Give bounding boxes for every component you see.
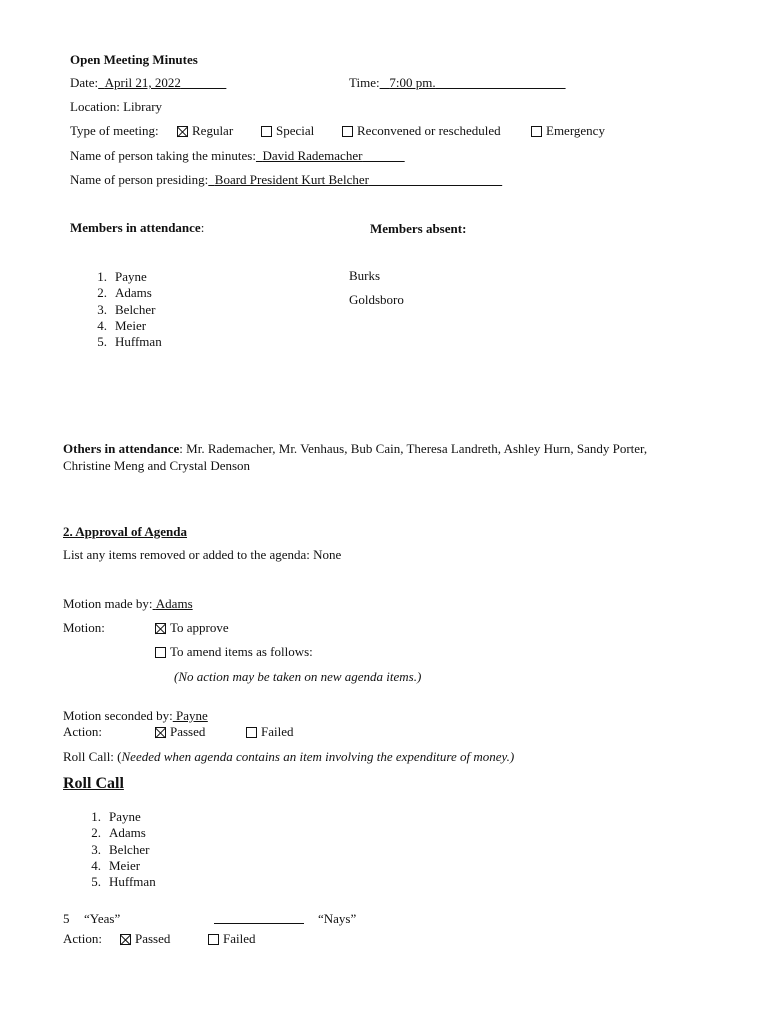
seconded-row: Motion seconded by: Payne [63,708,208,723]
special-checkbox[interactable] [261,126,272,137]
nays-label: “Nays” [318,911,357,926]
action-label: Action: [63,724,102,739]
list-item: 5. Huffman [91,874,156,890]
motion-made-by-row: Motion made by: Adams [63,596,193,611]
date-value: April 21, 2022 [104,75,181,90]
yeas-count: 5 [63,911,70,926]
members-absent-heading: Members absent: [370,221,467,236]
roll-call-list [79,809,156,890]
list-item: 4. Meier [97,317,147,333]
members-present-list [85,269,162,350]
others-attendance-cont: Christine Meng and Crystal Denson [63,458,251,473]
action-failed[interactable]: Failed [246,724,294,740]
nays-count-line [214,911,304,924]
roll-call-note: Roll Call: (Needed when agenda contains an item involving the expenditure of money.) [63,749,515,764]
roll-passed-checkbox[interactable] [120,934,131,945]
type-regular[interactable]: Regular [177,123,233,139]
presiding-label: Name of person presiding: [70,172,209,187]
minutes-taker-row [70,148,405,164]
yeas-label: “Yeas” [84,911,121,926]
members-attendance-heading: Members in attendance: [70,220,205,235]
time-row [349,75,566,91]
list-item: 3. Belcher [91,841,150,857]
date-row [70,75,226,91]
option-to-approve[interactable]: To approve [155,620,229,636]
type-emergency[interactable]: Emergency [531,123,605,139]
option-to-amend[interactable]: To amend items as follows: [155,644,313,660]
date-label: Date: [70,75,99,90]
list-item: 2. Adams [97,285,152,301]
motion-made-by-value: Adams [155,596,193,611]
action-passed[interactable]: Passed [155,724,205,740]
time-label: Time: [349,75,380,90]
amend-checkbox[interactable] [155,647,166,658]
list-item: 3. Belcher [97,301,156,317]
regular-checkbox[interactable] [177,126,188,137]
emergency-checkbox[interactable] [531,126,542,137]
list-item: 1. Payne [91,809,141,824]
roll-failed-checkbox[interactable] [208,934,219,945]
agenda-heading: 2. Approval of Agenda [63,524,188,539]
list-item: 4. Meier [91,857,141,873]
list-item: 1. Payne [97,269,147,284]
type-special[interactable]: Special [261,123,314,139]
motion-label: Motion: [63,620,105,635]
agenda-items-changed: List any items removed or added to the agenda: None [63,547,342,562]
list-item: 2. Adams [91,825,146,841]
roll-action-failed[interactable]: Failed [208,931,256,947]
nays-blank [214,911,304,928]
absent-member: Goldsboro [349,292,404,307]
absent-member: Burks [349,268,381,283]
presiding-row [70,172,502,188]
others-attendance: Others in attendance: Mr. Rademacher, Mr. Venhaus, Bub Cain, Theresa Landreth, Ashley Hurn, Sandy Porter, [63,441,648,456]
approve-checkbox[interactable] [155,623,166,634]
roll-action-passed[interactable]: Passed [120,931,170,947]
type-reconvened[interactable]: Reconvened or rescheduled [342,123,501,139]
reconvened-checkbox[interactable] [342,126,353,137]
roll-call-heading: Roll Call [63,775,124,792]
agenda-note: (No action may be taken on new agenda items.) [174,669,422,684]
time-value: 7:00 pm. [389,75,436,90]
minutes-taker-label: Name of person taking the minutes: [70,148,256,163]
page-title: Open Meeting Minutes [70,52,198,67]
failed-checkbox[interactable] [246,727,257,738]
location: Location: Library [70,99,163,114]
list-item: 5. Huffman [97,334,162,350]
roll-action-label: Action: [63,931,102,946]
seconded-value: Payne [176,708,208,723]
type-of-meeting-label: Type of meeting: [70,123,159,138]
minutes-taker-value: David Rademacher [262,148,363,163]
presiding-value: Board President Kurt Belcher [214,172,369,187]
passed-checkbox[interactable] [155,727,166,738]
